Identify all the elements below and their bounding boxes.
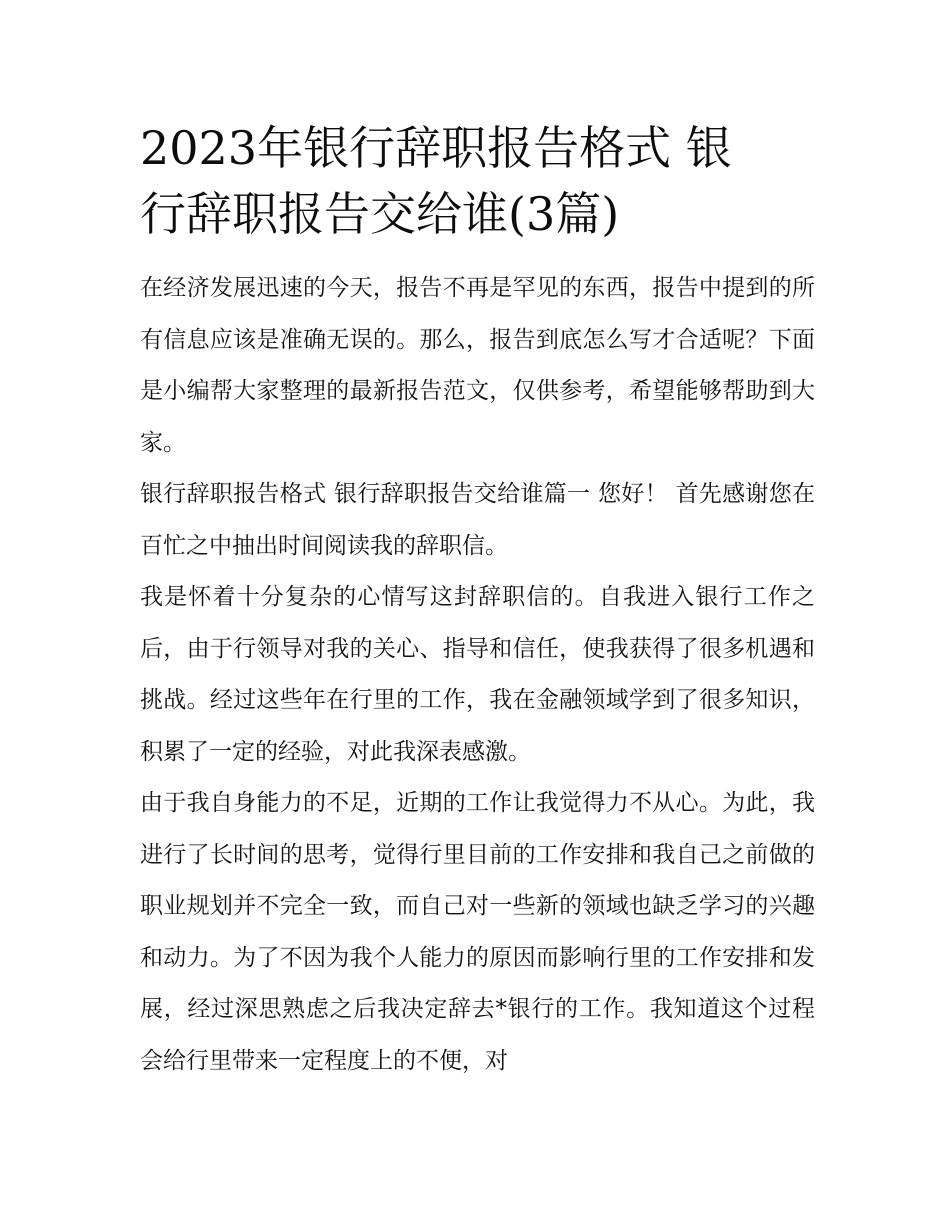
document-body	[140, 115, 815, 1087]
paragraph-gratitude: 我是怀着十分复杂的心情写这封辞职信的。自我进入银行工作之后，由于行领导对我的关心、指导和信任，使我获得了很多机遇和挑战。经过这些年在行里的工作，我在金融领域学到了很多知识，积累了一定的经验，对此我深表感激。	[140, 584, 815, 765]
document-title	[140, 115, 815, 247]
paragraph-reason: 由于我自身能力的不足，近期的工作让我觉得力不从心。为此，我进行了长时间的思考，觉得行里目前的工作安排和我自己之前做的职业规划并不完全一致，而自己对一些新的领域也缺乏学习的兴趣和动力。为了不因为我个人能力的原因而影响行里的工作安排和发展，经过深思熟虑之后我决定辞去*银行的工作。我知道这个过程会给行里带来一定程度上的不便，对	[140, 790, 815, 1074]
paragraph-intro: 在经济发展迅速的今天，报告不再是罕见的东西，报告中提到的所有信息应该是准确无误的。那么，报告到底怎么写才合适呢？下面是小编帮大家整理的最新报告范文，仅供参考，希望能够帮助到大家。	[140, 275, 815, 456]
title-line-2: 行辞职报告交给谁(3篇)	[140, 187, 620, 241]
title-line-1: 2023年银行辞职报告格式 银	[140, 121, 732, 175]
paragraph-greeting: 银行辞职报告格式 银行辞职报告交给谁篇一 您好！ 首先感谢您在百忙之中抽出时间阅读我的辞职信。	[140, 481, 815, 559]
